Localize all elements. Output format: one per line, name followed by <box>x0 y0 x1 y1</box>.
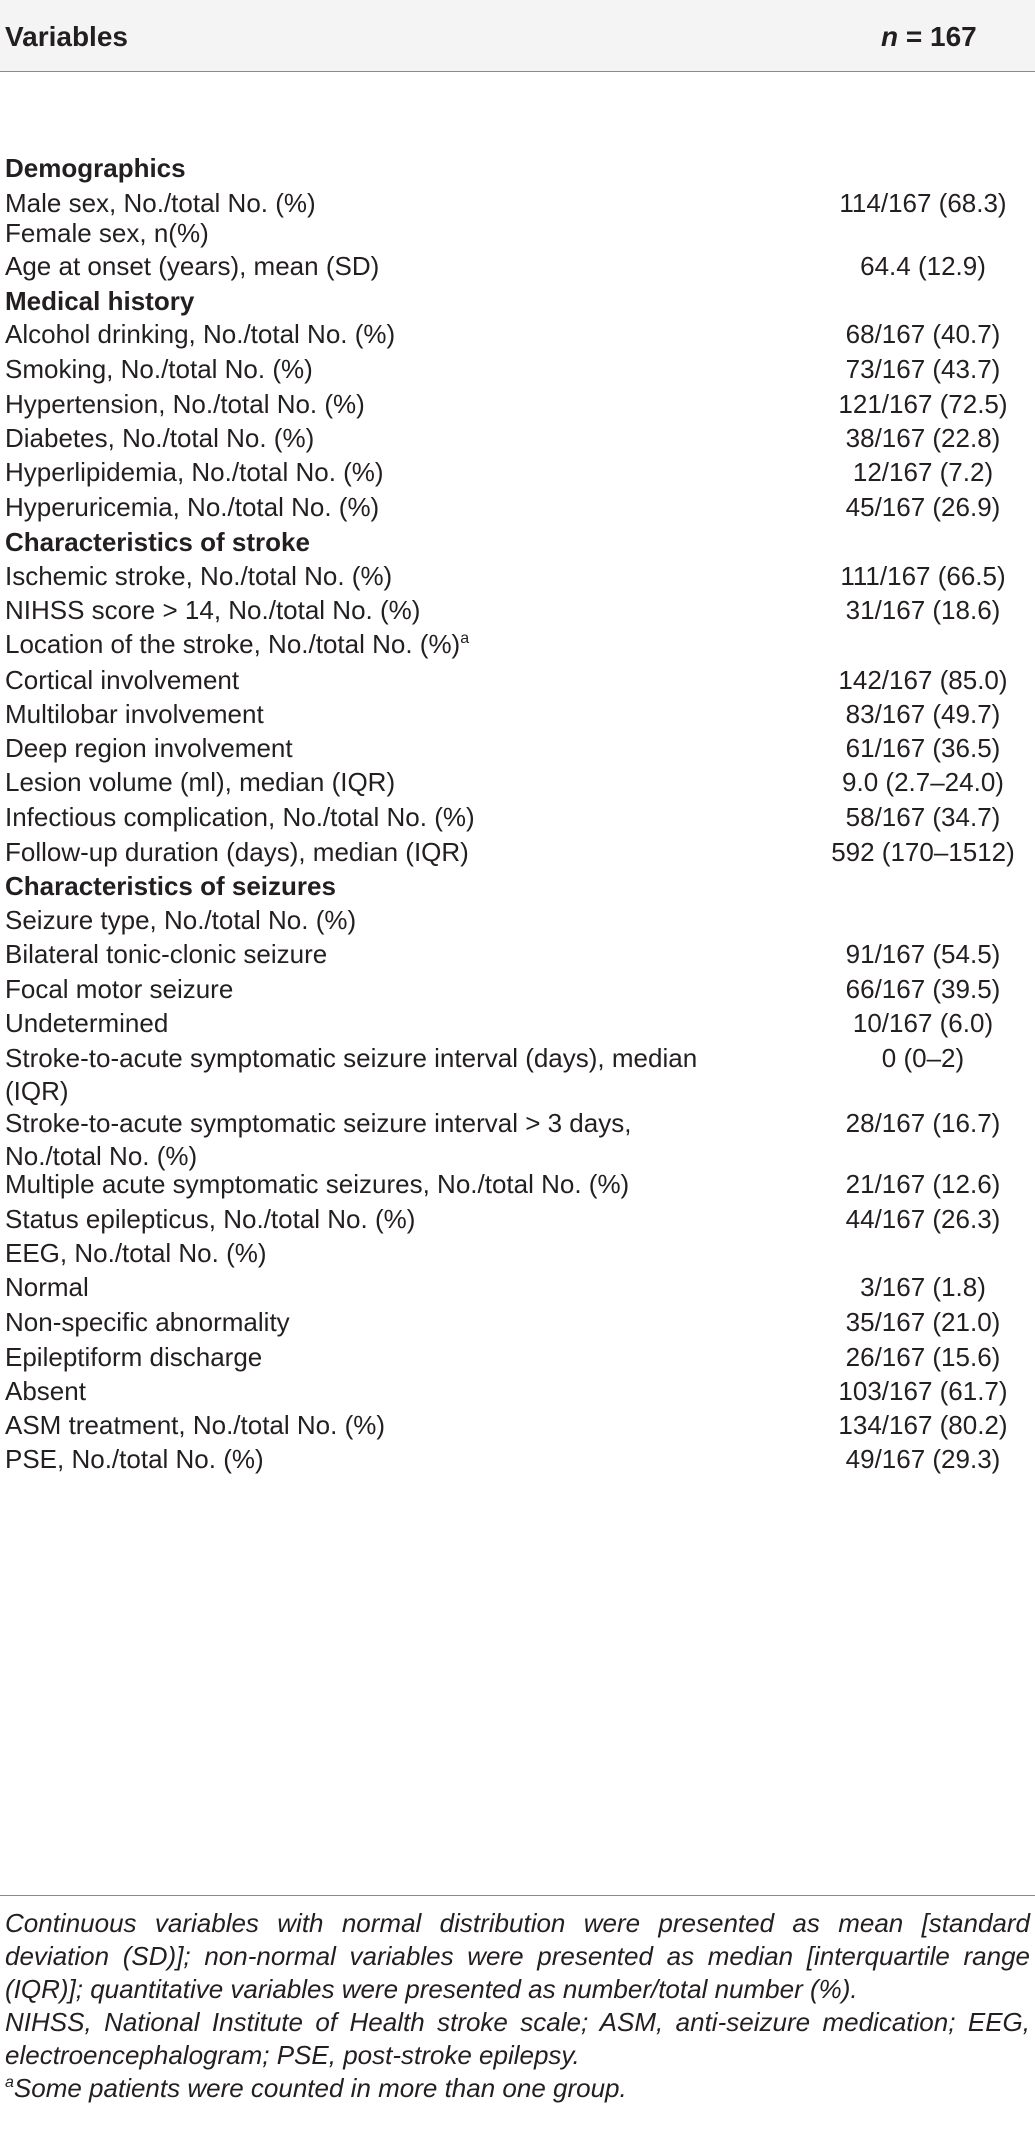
row-value: 103/167 (61.7) <box>838 1376 1008 1406</box>
row-label: Demographics <box>5 153 186 183</box>
row-value: 9.0 (2.7–24.0) <box>842 767 1004 797</box>
row-label: Status epilepticus, No./total No. (%) <box>5 1204 416 1234</box>
row-value: 64.4 (12.9) <box>860 251 986 281</box>
footnote <box>5 2072 1030 2105</box>
row-value: 21/167 (12.6) <box>845 1169 1001 1199</box>
row-value: 68/167 (40.7) <box>845 319 1001 349</box>
table-header <box>0 0 1035 72</box>
row-value: 114/167 (68.3) <box>839 188 1007 218</box>
row-value: 91/167 (54.5) <box>845 939 1001 969</box>
row-value: 45/167 (26.9) <box>845 492 1001 522</box>
footnote-text: Some patients were counted in more than one group. <box>13 2073 627 2103</box>
row-label: Infectious complication, No./total No. (%) <box>5 802 475 832</box>
notes-line2: NIHSS, National Institute of Health stroke scale; ASM, anti-seizure medication; EEG, electroencephalogram; PSE, post-stroke epilepsy. <box>5 2007 1030 2070</box>
row-label: Stroke-to-acute symptomatic seizure interval (days), median (IQR) <box>5 1043 698 1106</box>
row-label: ASM treatment, No./total No. (%) <box>5 1410 386 1440</box>
header-n-symbol: n <box>881 21 899 52</box>
row-label: Multiple acute symptomatic seizures, No./total No. (%) <box>5 1169 630 1199</box>
header-variables: Variables <box>5 21 128 52</box>
row-label: Non-specific abnormality <box>5 1307 290 1337</box>
row-value: 111/167 (66.5) <box>840 561 1006 591</box>
row-label: Stroke-to-acute symptomatic seizure interval > 3 days, No./total No. (%) <box>5 1108 632 1171</box>
row-label: Diabetes, No./total No. (%) <box>5 423 315 453</box>
row-label: Bilateral tonic-clonic seizure <box>5 939 328 969</box>
row-label: Age at onset (years), mean (SD) <box>5 251 380 281</box>
row-label: Lesion volume (ml), median (IQR) <box>5 767 396 797</box>
header-n-value: = 167 <box>898 21 977 52</box>
row-value: 121/167 (72.5) <box>838 389 1008 419</box>
footnote-mark: a <box>5 2074 14 2091</box>
row-value: 3/167 (1.8) <box>860 1272 986 1302</box>
row-label: Female sex, n(%) <box>5 218 209 248</box>
row-label: Hyperlipidemia, No./total No. (%) <box>5 457 384 487</box>
row-label: NIHSS score > 14, No./total No. (%) <box>5 595 421 625</box>
row-label: Hyperuricemia, No./total No. (%) <box>5 492 380 522</box>
row-value: 44/167 (26.3) <box>845 1204 1001 1234</box>
row-value: 49/167 (29.3) <box>845 1444 1001 1474</box>
row-value: 61/167 (36.5) <box>845 733 1001 763</box>
notes-line1: Continuous variables with normal distribution were presented as mean [standard deviation (SD)]; non-normal variables were presented as median [interquartile range (IQR)]; quantitative variables were presented as number/total number (%). <box>5 1908 1030 2004</box>
row-value: 26/167 (15.6) <box>845 1342 1001 1372</box>
row-label: Male sex, No./total No. (%) <box>5 188 316 218</box>
table-notes <box>5 1907 1030 2105</box>
row-label: Multilobar involvement <box>5 699 264 729</box>
row-label: Characteristics of stroke <box>5 527 310 557</box>
row-value: 10/167 (6.0) <box>852 1008 994 1038</box>
row-label: Epileptiform discharge <box>5 1342 263 1372</box>
header-n <box>881 21 977 53</box>
row-value: 12/167 (7.2) <box>852 457 994 487</box>
row-value: 35/167 (21.0) <box>845 1307 1001 1337</box>
row-label: Absent <box>5 1376 86 1406</box>
row-value: 31/167 (18.6) <box>845 595 1001 625</box>
row-label: Cortical involvement <box>5 665 240 695</box>
row-value: 38/167 (22.8) <box>845 423 1001 453</box>
row-label: EEG, No./total No. (%) <box>5 1238 267 1268</box>
row-label-superscript: a <box>460 630 470 647</box>
row-value: 0 (0–2) <box>881 1043 965 1073</box>
row-value: 58/167 (34.7) <box>845 802 1001 832</box>
row-label: PSE, No./total No. (%) <box>5 1444 264 1474</box>
row-label: Medical history <box>5 286 195 316</box>
row-label: Normal <box>5 1272 89 1302</box>
row-value: 73/167 (43.7) <box>845 354 1001 384</box>
table-bottom-rule <box>0 1895 1035 1896</box>
row-label: Focal motor seizure <box>5 974 234 1004</box>
row-label: Location of the stroke, No./total No. (%)$^a$ <box>5 629 470 659</box>
row-label: Smoking, No./total No. (%) <box>5 354 313 384</box>
row-value: 28/167 (16.7) <box>845 1108 1001 1138</box>
row-label: Ischemic stroke, No./total No. (%) <box>5 561 393 591</box>
row-label: Characteristics of seizures <box>5 871 336 901</box>
row-value: 134/167 (80.2) <box>838 1410 1008 1440</box>
row-value: 142/167 (85.0) <box>838 665 1008 695</box>
row-label: Alcohol drinking, No./total No. (%) <box>5 319 396 349</box>
row-value: 66/167 (39.5) <box>845 974 1001 1004</box>
row-label: Seizure type, No./total No. (%) <box>5 905 357 935</box>
row-value: 592 (170–1512) <box>831 837 1015 867</box>
row-label: Hypertension, No./total No. (%) <box>5 389 365 419</box>
row-label: Undetermined <box>5 1008 169 1038</box>
row-value: 83/167 (49.7) <box>845 699 1001 729</box>
row-label: Deep region involvement <box>5 733 293 763</box>
row-label: Follow-up duration (days), median (IQR) <box>5 837 469 867</box>
